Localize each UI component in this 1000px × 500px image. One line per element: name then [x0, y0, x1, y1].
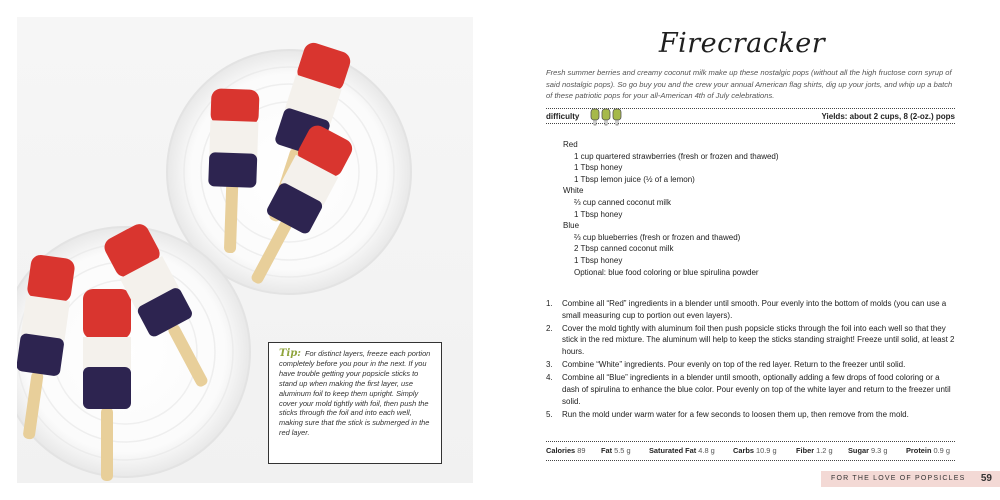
ingredient-item: Optional: blue food coloring or blue spirulina powder: [574, 267, 759, 277]
nutrition-item: [906, 442, 950, 460]
ingredient-item: ⅔ cup canned coconut milk: [574, 197, 671, 207]
nutrition-item: [649, 442, 715, 460]
step-text: Combine all “Red” ingredients in a blender until smooth. Pour evenly into the bottom of molds (you can use a small measuring cup to portion out even layers).: [562, 299, 947, 320]
direction-step: [546, 372, 958, 407]
ingredient-item: ⅔ cup blueberries (fresh or frozen and thawed): [574, 232, 741, 242]
ingredient-item: 2 Tbsp canned coconut milk: [574, 244, 674, 254]
tip-text-block: [279, 349, 433, 438]
step-number: 1.: [546, 299, 553, 308]
recipe-page: [517, 0, 1000, 500]
ingredient-item: 1 Tbsp honey: [574, 209, 623, 219]
ingredients-list: [563, 139, 943, 278]
tip-box: [268, 342, 442, 464]
nutrition-label: Calories: [546, 446, 576, 455]
difficulty-filled-icon: [602, 109, 610, 125]
direction-step: [546, 359, 958, 371]
directions-list: [546, 298, 958, 422]
ingredient-group-heading: White: [563, 186, 584, 196]
nutrition-value: 9.3 g: [868, 446, 888, 455]
nutrition-label: Fat: [601, 446, 613, 455]
step-number: 5.: [546, 409, 553, 419]
ingredient-item: 1 Tbsp honey: [574, 255, 623, 265]
nutrition-value: 5.5 g: [612, 446, 631, 455]
nutrition-label: Sugar: [848, 446, 869, 455]
step-number: 3.: [546, 360, 553, 370]
nutrition-label: Fiber: [796, 446, 815, 455]
nutrition-value: 10.9 g: [753, 446, 777, 455]
nutrition-bar: [546, 441, 955, 461]
nutrition-value: 4.8 g: [696, 446, 715, 455]
tip-text: For distinct layers, freeze each portion completely before you pour in the next. If you have trouble getting your popsicle sticks to stand up when making the first layer, use aluminum foil to keep them upright. Simply cover your mold tightly with foil, then push the sticks through the foil and into each well, making sure that the stick is submerged in the red layer.: [279, 349, 431, 438]
ingredient-item: 1 Tbsp lemon juice (½ of a lemon): [574, 174, 695, 184]
difficulty-filled-icon: [613, 109, 621, 125]
tip-label: Tip:: [279, 348, 301, 359]
nutrition-label: Saturated Fat: [649, 446, 697, 455]
difficulty-popsicle-icons: [589, 108, 629, 126]
nutrition-label: Carbs: [733, 446, 754, 455]
footer-band: [821, 471, 1000, 487]
running-title: FOR THE LOVE OF POPSICLES: [831, 475, 966, 482]
nutrition-item: [733, 442, 777, 460]
direction-step: [546, 409, 958, 421]
ingredient-group-heading: Blue: [563, 221, 580, 231]
step-number: 4.: [546, 373, 553, 383]
nutrition-item: [848, 442, 887, 460]
step-text: Combine all “Blue” ingredients in a blender until smooth, optionally adding a few drops of food coloring or a dash of spirulina to enhance the blue color. Pour evenly on top of the white layer and return to the freezer until solid.: [562, 373, 951, 406]
ingredient-group-heading: Red: [563, 140, 578, 149]
difficulty-bar: [546, 108, 955, 124]
difficulty-label: difficulty: [546, 112, 580, 121]
difficulty-filled-icon: [591, 109, 599, 125]
nutrition-value: 1.2 g: [814, 446, 833, 455]
direction-step: [546, 298, 958, 321]
nutrition-item: [601, 442, 631, 460]
recipe-photo: [17, 17, 473, 483]
nutrition-item: [796, 442, 833, 460]
direction-step: [546, 323, 958, 358]
nutrition-value: 0.9 g: [931, 446, 950, 455]
step-number: 2.: [546, 323, 553, 333]
recipe-intro: Fresh summer berries and creamy coconut milk make up these nostalgic pops (without all the high fructose corn syrup of said nostalgic pops). So go buy you and the crew your annual American flag shirts, dig up your jorts, and whip up a batch of these patriotic pops for your all-American 4th of July celebrations.: [546, 68, 953, 100]
ingredient-item: 1 cup quartered strawberries (fresh or frozen and thawed): [574, 151, 779, 161]
ingredient-item: 1 Tbsp honey: [574, 163, 623, 173]
nutrition-item: [546, 442, 585, 460]
yields-text: Yields: about 2 cups, 8 (2-oz.) pops: [821, 112, 955, 121]
page-number: 59: [980, 473, 992, 484]
step-text: Cover the mold tightly with aluminum foil then push popsicle sticks through the foil into each well so that they stick in the red mixture. The aluminum will help to keep the sticks standing straight! Freeze until solid, at least 2 hours.: [562, 323, 955, 356]
nutrition-value: 89: [575, 446, 586, 455]
step-text: Run the mold under warm water for a few seconds to loosen them up, then remove from the mold.: [562, 409, 909, 419]
recipe-title: Firecracker: [658, 28, 826, 59]
nutrition-label: Protein: [906, 446, 932, 455]
step-text: Combine “White” ingredients. Pour evenly on top of the red layer. Return to the freezer until solid.: [562, 360, 906, 370]
